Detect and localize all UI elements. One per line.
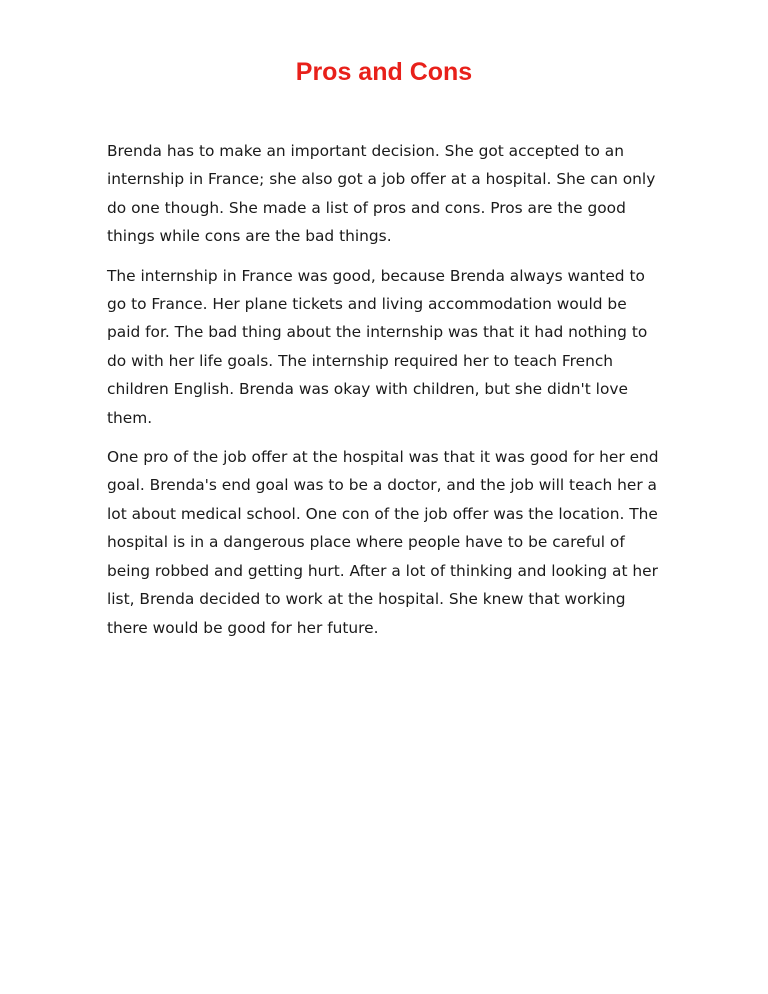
paragraph-1: Brenda has to make an important decision. She got accepted to an internship in France; she also got a job offer at a hospital. She can only do one though. She made a list of pros and cons. Pros are the good things while cons are the bad things. [107, 142, 656, 246]
paragraph-2: The internship in France was good, because Brenda always wanted to go to France. Her plane tickets and living accommodation would be paid for. The bad thing about the internship was that it had nothing to do with her life goals. The internship required her to teach French children English. Brenda was okay with children, but she didn't love them. [107, 266, 648, 427]
page-title: Pros and Cons [295, 58, 473, 86]
paragraph-3: One pro of the job offer at the hospital was that it was good for her end goal. Brenda's end goal was to be a doctor, and the job will teach her a lot about medical school. One con of the job offer was the location. The hospital is in a dangerous place where people have to be careful of being robbed and getting hurt. After a lot of thinking and looking at her list, Brenda decided to work at the hospital. She knew that working there would be good for her future. [107, 448, 659, 637]
document-body [107, 137, 663, 653]
